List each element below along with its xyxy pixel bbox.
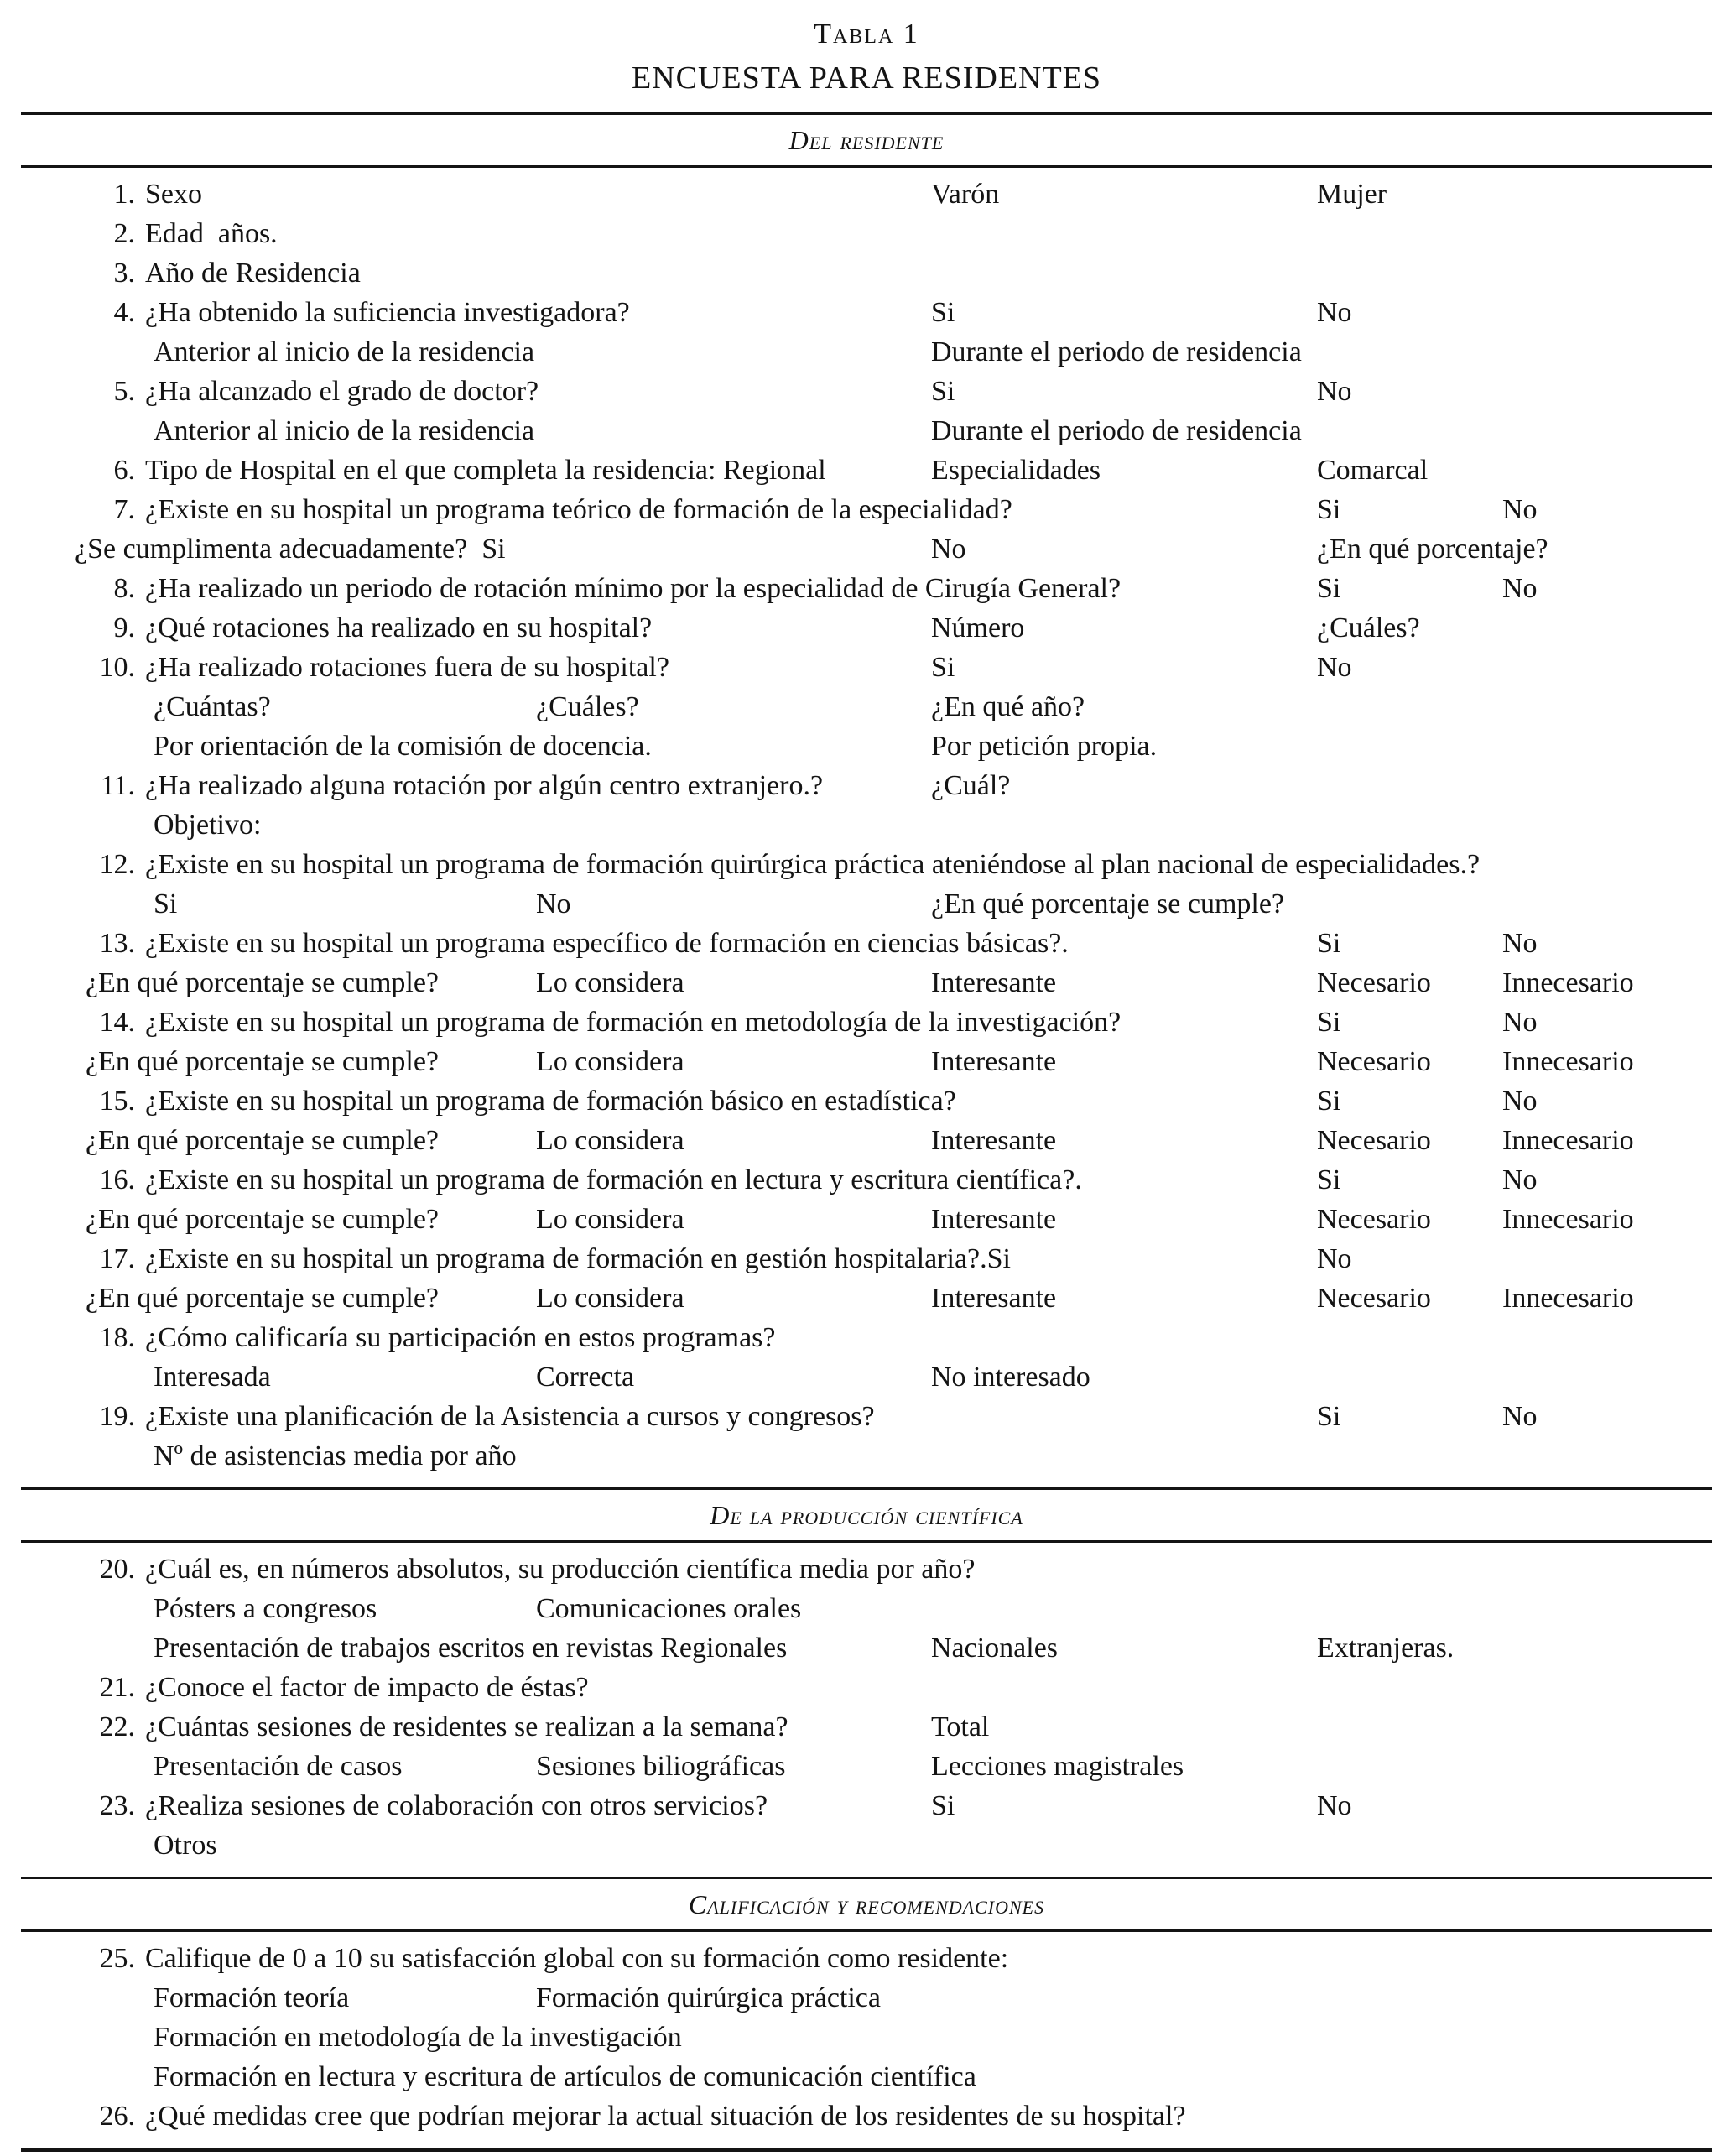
- cell-text: ¿En qué porcentaje se cumple?: [86, 1283, 440, 1314]
- cell-text: No: [1502, 494, 1538, 525]
- cell-text: ¿Cuáles?: [536, 691, 639, 722]
- cell-text: Si: [1317, 1164, 1341, 1195]
- cell-text: Edad años.: [145, 218, 278, 249]
- table-row: [21, 687, 1712, 726]
- cell-text: No: [1502, 573, 1538, 604]
- cell-text: Necesario: [1317, 1125, 1431, 1156]
- table-label: Tabla 1: [814, 18, 919, 49]
- cell-text: ¿Cuántas?: [154, 691, 271, 722]
- item-number: 11.: [100, 770, 135, 801]
- cell-text: Durante el periodo de residencia: [931, 336, 1302, 367]
- table-row: [21, 1436, 1712, 1476]
- bottom-rule: [21, 2148, 1712, 2152]
- cell-text: No: [1502, 1164, 1538, 1195]
- table-row: [21, 1200, 1712, 1239]
- cell-text: Si: [931, 652, 955, 683]
- item-number: 1.: [113, 179, 135, 210]
- table-row: [21, 766, 1712, 805]
- item-number: 13.: [99, 928, 135, 959]
- table-row: [21, 253, 1712, 293]
- table-row: [21, 1002, 1712, 1042]
- table-row: [21, 214, 1712, 253]
- cell-text: ¿Cuántas sesiones de residentes se realizan a la semana?: [145, 1711, 788, 1742]
- cell-text: No: [1317, 1243, 1352, 1274]
- cell-text: Califique de 0 a 10 su satisfacción global con su formación como residente:: [145, 1943, 1009, 1974]
- item-number: 20.: [99, 1554, 135, 1585]
- table-row: [21, 1978, 1712, 2018]
- cell-text: Nacionales: [931, 1633, 1059, 1664]
- item-number: 4.: [113, 297, 135, 328]
- cell-text: No: [1317, 376, 1352, 407]
- cell-text: Innecesario: [1502, 1046, 1634, 1077]
- item-number: 12.: [99, 849, 135, 880]
- cell-text: ¿En qué porcentaje se cumple?: [86, 1046, 440, 1077]
- cell-text: Varón: [931, 179, 1000, 210]
- table-row: [21, 924, 1712, 963]
- table-row: [21, 1042, 1712, 1081]
- table-row: [21, 726, 1712, 766]
- cell-text: Formación teoría: [154, 1982, 350, 2013]
- cell-text: ¿Ha alcanzado el grado de doctor?: [145, 376, 539, 407]
- item-number: 10.: [99, 652, 135, 683]
- section-divider: [21, 112, 1712, 168]
- cell-text: ¿Ha realizado rotaciones fuera de su hospital?: [145, 652, 669, 683]
- cell-text: ¿Cuál?: [931, 770, 1011, 801]
- section-divider: [21, 1487, 1712, 1543]
- item-number: 18.: [99, 1322, 135, 1353]
- cell-text: Innecesario: [1502, 1204, 1634, 1235]
- cell-text: Total: [931, 1711, 990, 1742]
- table-row: [21, 569, 1712, 608]
- table-row: [21, 293, 1712, 332]
- item-number: 6.: [113, 455, 135, 486]
- section-divider: [21, 1877, 1712, 1932]
- item-number: 16.: [99, 1164, 135, 1195]
- cell-text: Si: [931, 297, 955, 328]
- section-header: Del residente: [788, 125, 945, 155]
- cell-text: No: [1317, 1790, 1352, 1821]
- cell-text: Anterior al inicio de la residencia: [154, 415, 535, 446]
- table-row: [21, 1160, 1712, 1200]
- cell-text: Necesario: [1317, 1283, 1431, 1314]
- cell-text: Por orientación de la comisión de docencia.: [154, 731, 652, 762]
- item-number: 25.: [99, 1943, 135, 1974]
- cell-text: Presentación de casos: [154, 1751, 403, 1782]
- table-row: [21, 332, 1712, 372]
- cell-text: Formación en lectura y escritura de artículos de comunicación científica: [154, 2061, 976, 2092]
- cell-text: Interesada: [154, 1362, 271, 1393]
- cell-text: ¿En qué porcentaje se cumple?: [86, 1204, 440, 1235]
- cell-text: Tipo de Hospital en el que completa la residencia: Regional: [145, 455, 826, 486]
- table-row: [21, 1081, 1712, 1121]
- cell-text: ¿Existe en su hospital un programa teórico de formación de la especialidad?: [145, 494, 1012, 525]
- item-number: 23.: [99, 1790, 135, 1821]
- cell-text: ¿Existe en su hospital un programa de formación básico en estadística?: [145, 1086, 956, 1117]
- cell-text: Correcta: [536, 1362, 635, 1393]
- cell-text: ¿Existe en su hospital un programa de formación quirúrgica práctica ateniéndose al plan nacional de especialidades.?: [145, 849, 1481, 880]
- table-row: [21, 1747, 1712, 1786]
- cell-text: Interesante: [931, 967, 1057, 998]
- table-row: [21, 1318, 1712, 1357]
- cell-text: ¿Realiza sesiones de colaboración con otros servicios?: [145, 1790, 768, 1821]
- cell-text: ¿En qué porcentaje se cumple?: [86, 967, 440, 998]
- cell-text: No interesado: [931, 1362, 1090, 1393]
- table-row: [21, 1589, 1712, 1628]
- table-row: [21, 1786, 1712, 1825]
- cell-text: Lo considera: [536, 1204, 684, 1235]
- cell-text: Si: [1317, 573, 1341, 604]
- section-header: Calificación y recomendaciones: [688, 1889, 1045, 1919]
- cell-text: Interesante: [931, 1283, 1057, 1314]
- cell-text: Pósters a congresos: [154, 1593, 377, 1624]
- item-number: 22.: [99, 1711, 135, 1742]
- cell-text: ¿Se cumplimenta adecuadamente? Si: [75, 534, 506, 565]
- cell-text: Si: [1317, 928, 1341, 959]
- item-number: 21.: [99, 1672, 135, 1703]
- cell-text: Lo considera: [536, 1046, 684, 1077]
- cell-text: Durante el periodo de residencia: [931, 415, 1302, 446]
- cell-text: No: [1317, 297, 1352, 328]
- cell-text: Necesario: [1317, 967, 1431, 998]
- cell-text: Sesiones biliográficas: [536, 1751, 786, 1782]
- table-row: [21, 372, 1712, 411]
- cell-text: ¿Ha realizado un periodo de rotación mínimo por la especialidad de Cirugía General?: [145, 573, 1122, 604]
- table-row: [21, 2057, 1712, 2096]
- cell-text: Número: [931, 612, 1025, 643]
- item-number: 7.: [113, 494, 135, 525]
- cell-text: ¿En qué porcentaje?: [1317, 534, 1548, 565]
- cell-text: Lo considera: [536, 1125, 684, 1156]
- cell-text: Interesante: [931, 1046, 1057, 1077]
- item-number: 19.: [99, 1401, 135, 1432]
- cell-text: ¿Cuáles?: [1317, 612, 1420, 643]
- cell-text: No: [1502, 1086, 1538, 1117]
- item-number: 3.: [113, 258, 135, 289]
- cell-text: ¿En qué año?: [931, 691, 1085, 722]
- cell-text: No: [1502, 1007, 1538, 1038]
- table-row: [21, 648, 1712, 687]
- cell-text: Formación quirúrgica práctica: [536, 1982, 881, 2013]
- cell-text: Presentación de trabajos escritos en revistas Regionales: [154, 1633, 788, 1664]
- table-row: [21, 1357, 1712, 1397]
- item-number: 17.: [99, 1243, 135, 1274]
- cell-text: Nº de asistencias media por año: [154, 1440, 517, 1471]
- item-number: 15.: [99, 1086, 135, 1117]
- cell-text: Interesante: [931, 1204, 1057, 1235]
- cell-text: Si: [931, 376, 955, 407]
- table-row: [21, 608, 1712, 648]
- cell-text: Objetivo:: [154, 810, 262, 841]
- cell-text: Anterior al inicio de la residencia: [154, 336, 535, 367]
- cell-text: No: [1502, 1401, 1538, 1432]
- cell-text: ¿Existe en su hospital un programa específico de formación en ciencias básicas?.: [145, 928, 1069, 959]
- cell-text: Necesario: [1317, 1046, 1431, 1077]
- table-row: [21, 845, 1712, 884]
- page-title: ENCUESTA PARA RESIDENTES: [631, 60, 1102, 96]
- cell-text: ¿Cuál es, en números absolutos, su producción científica media por año?: [145, 1554, 976, 1585]
- cell-text: Formación en metodología de la investigación: [154, 2022, 682, 2053]
- item-number: 9.: [113, 612, 135, 643]
- table-row: [21, 1628, 1712, 1668]
- table-row: [21, 805, 1712, 845]
- cell-text: ¿Existe en su hospital un programa de formación en metodología de la investigación?: [145, 1007, 1122, 1038]
- cell-text: Innecesario: [1502, 1125, 1634, 1156]
- cell-text: ¿Qué rotaciones ha realizado en su hospital?: [145, 612, 653, 643]
- item-number: 26.: [99, 2101, 135, 2132]
- cell-text: ¿Ha realizado alguna rotación por algún centro extranjero.?: [145, 770, 824, 801]
- table-row: [21, 174, 1712, 214]
- section-header: De la producción científica: [710, 1500, 1023, 1530]
- cell-text: ¿Existe en su hospital un programa de formación en lectura y escritura científica?.: [145, 1164, 1082, 1195]
- cell-text: ¿Ha obtenido la suficiencia investigadora?: [145, 297, 630, 328]
- cell-text: No: [1317, 652, 1352, 683]
- table-row: [21, 1239, 1712, 1278]
- table-row: [21, 1121, 1712, 1160]
- cell-text: Si: [1317, 1401, 1341, 1432]
- cell-text: Año de Residencia: [145, 258, 361, 289]
- table-row: [21, 1707, 1712, 1747]
- table-row: [21, 1825, 1712, 1865]
- cell-text: ¿En qué porcentaje se cumple?: [86, 1125, 440, 1156]
- table-row: [21, 2096, 1712, 2136]
- cell-text: Innecesario: [1502, 967, 1634, 998]
- table-row: [21, 1397, 1712, 1436]
- cell-text: Innecesario: [1502, 1283, 1634, 1314]
- cell-text: Lo considera: [536, 967, 684, 998]
- cell-text: Comarcal: [1317, 455, 1429, 486]
- item-number: 2.: [113, 218, 135, 249]
- table-row: [21, 884, 1712, 924]
- cell-text: Extranjeras.: [1317, 1633, 1455, 1664]
- cell-text: Lecciones magistrales: [931, 1751, 1184, 1782]
- table-row: [21, 1549, 1712, 1589]
- cell-text: No: [931, 534, 966, 565]
- cell-text: Necesario: [1317, 1204, 1431, 1235]
- cell-text: Si: [931, 1790, 955, 1821]
- table-row: [21, 1278, 1712, 1318]
- cell-text: ¿Existe una planificación de la Asistencia a cursos y congresos?: [145, 1401, 875, 1432]
- cell-text: ¿Conoce el factor de impacto de éstas?: [145, 1672, 589, 1703]
- cell-text: ¿Existe en su hospital un programa de formación en gestión hospitalaria?.Si: [145, 1243, 1012, 1274]
- cell-text: No: [536, 888, 571, 919]
- cell-text: Si: [1317, 1086, 1341, 1117]
- cell-text: ¿Qué medidas cree que podrían mejorar la actual situación de los residentes de su hospital?: [145, 2101, 1186, 2132]
- cell-text: Si: [154, 888, 178, 919]
- table-row: [21, 529, 1712, 569]
- table-body: [21, 112, 1712, 2136]
- cell-text: Sexo: [145, 179, 202, 210]
- table-row: [21, 963, 1712, 1002]
- table-row: [21, 411, 1712, 450]
- table-row: [21, 490, 1712, 529]
- cell-text: Por petición propia.: [931, 731, 1158, 762]
- cell-text: Lo considera: [536, 1283, 684, 1314]
- table-row: [21, 1668, 1712, 1707]
- table-row: [21, 1939, 1712, 1978]
- cell-text: Comunicaciones orales: [536, 1593, 802, 1624]
- cell-text: ¿Cómo calificaría su participación en estos programas?: [145, 1322, 776, 1353]
- cell-text: Si: [1317, 1007, 1341, 1038]
- item-number: 8.: [113, 573, 135, 604]
- cell-text: Si: [1317, 494, 1341, 525]
- cell-text: ¿En qué porcentaje se cumple?: [931, 888, 1285, 919]
- table-row: [21, 450, 1712, 490]
- cell-text: Especialidades: [931, 455, 1101, 486]
- cell-text: No: [1502, 928, 1538, 959]
- cell-text: Otros: [154, 1830, 217, 1861]
- item-number: 5.: [113, 376, 135, 407]
- item-number: 14.: [99, 1007, 135, 1038]
- table-row: [21, 2018, 1712, 2057]
- cell-text: Mujer: [1317, 179, 1387, 210]
- cell-text: Interesante: [931, 1125, 1057, 1156]
